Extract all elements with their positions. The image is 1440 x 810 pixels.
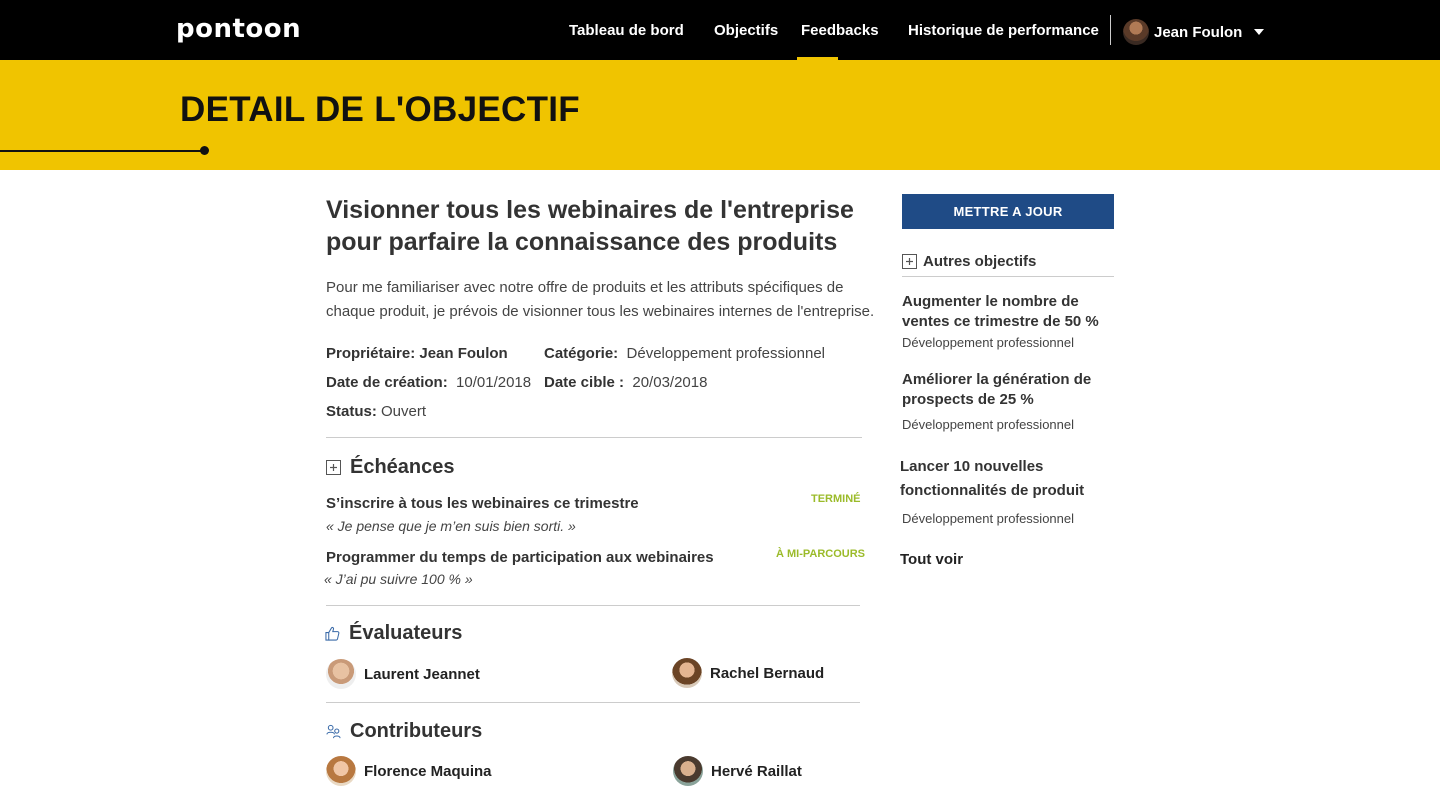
avatar xyxy=(326,659,356,689)
objective-target-date xyxy=(544,374,707,391)
status-label: Status: xyxy=(326,403,377,420)
divider xyxy=(326,437,862,438)
owner-label: Propriétaire: xyxy=(326,345,416,362)
user-avatar[interactable] xyxy=(1123,19,1149,45)
milestone-comment: « J’ai pu suivre 100 % » xyxy=(324,571,473,587)
person-name: Rachel Bernaud xyxy=(710,665,825,682)
banner-decorative-line xyxy=(0,150,204,152)
see-all-link[interactable]: Tout voir xyxy=(900,551,964,568)
add-objective-icon[interactable] xyxy=(902,254,917,269)
pontoon-logo[interactable]: pontoon xyxy=(176,14,302,44)
divider xyxy=(326,605,860,606)
other-objectives-title: Autres objectifs xyxy=(923,253,1037,270)
created-value: 10/01/2018 xyxy=(456,374,532,391)
add-milestone-icon[interactable] xyxy=(326,460,341,475)
objective-description: Pour me familiariser avec notre offre de produits et les attributs spécifiques de chaque produit, je prévois de visionner tous les webinaires internes de l'entreprise. xyxy=(326,279,875,320)
target-value: 20/03/2018 xyxy=(632,374,708,391)
nav-historique-de-performance[interactable]: Historique de performance xyxy=(908,22,1099,39)
update-button[interactable]: METTRE A JOUR xyxy=(902,194,1114,229)
other-objective-link[interactable]: Améliorer la génération de prospects de 25 % xyxy=(902,371,1092,408)
other-objective-link[interactable]: Lancer 10 nouvelles fonctionnalités de produit xyxy=(900,458,1085,499)
banner-decorative-dot xyxy=(200,146,209,155)
status-badge: TERMINÉ xyxy=(811,493,861,505)
person-name: Hervé Raillat xyxy=(711,763,802,780)
divider xyxy=(326,702,860,703)
created-label: Date de création: xyxy=(326,374,448,391)
objective-created-date xyxy=(326,374,531,391)
other-objective-category: Développement professionnel xyxy=(902,335,1074,350)
owner-value: Jean Foulon xyxy=(419,345,508,362)
other-objective-category: Développement professionnel xyxy=(902,511,1074,526)
page-banner xyxy=(0,60,1440,170)
milestone-comment: « Je pense que je m’en suis bien sorti. » xyxy=(326,518,576,534)
contributors-section-title: Contributeurs xyxy=(350,720,483,742)
other-objective-link[interactable]: Augmenter le nombre de ventes ce trimestre de 50 % xyxy=(902,293,1099,330)
avatar xyxy=(672,658,702,688)
person-name: Florence Maquina xyxy=(364,763,492,780)
evaluators-section-title: Évaluateurs xyxy=(349,622,463,644)
avatar xyxy=(326,756,356,786)
milestone-title[interactable]: S’inscrire à tous les webinaires ce trimestre xyxy=(326,495,639,512)
category-label: Catégorie: xyxy=(544,345,619,362)
target-label: Date cible : xyxy=(544,374,625,391)
page-title: DETAIL DE L'OBJECTIF xyxy=(180,90,580,129)
chevron-down-icon[interactable] xyxy=(1254,29,1264,35)
top-navigation-bar xyxy=(0,0,1440,60)
milestone-title[interactable]: Programmer du temps de participation aux webinaires xyxy=(326,549,714,566)
objective-status xyxy=(326,403,426,420)
category-value: Développement professionnel xyxy=(626,345,825,362)
person-name: Laurent Jeannet xyxy=(364,666,480,683)
thumbs-up-icon xyxy=(325,626,340,641)
objective-owner xyxy=(326,345,508,362)
milestones-section-title: Échéances xyxy=(350,456,455,478)
nav-feedbacks[interactable]: Feedbacks xyxy=(801,22,879,39)
objective-category xyxy=(544,345,825,362)
status-value: Ouvert xyxy=(381,403,427,420)
divider xyxy=(902,276,1114,277)
nav-divider xyxy=(1110,15,1111,45)
other-objective-category: Développement professionnel xyxy=(902,417,1074,432)
contributors-icon xyxy=(326,724,341,739)
nav-tableau-de-bord[interactable]: Tableau de bord xyxy=(569,22,684,39)
objective-title: Visionner tous les webinaires de l'entreprise pour parfaire la connaissance des produits xyxy=(326,196,854,256)
status-badge: À MI-PARCOURS xyxy=(776,548,866,560)
nav-objectifs[interactable]: Objectifs xyxy=(714,22,779,39)
user-menu-name[interactable]: Jean Foulon xyxy=(1154,24,1243,41)
avatar xyxy=(673,756,703,786)
